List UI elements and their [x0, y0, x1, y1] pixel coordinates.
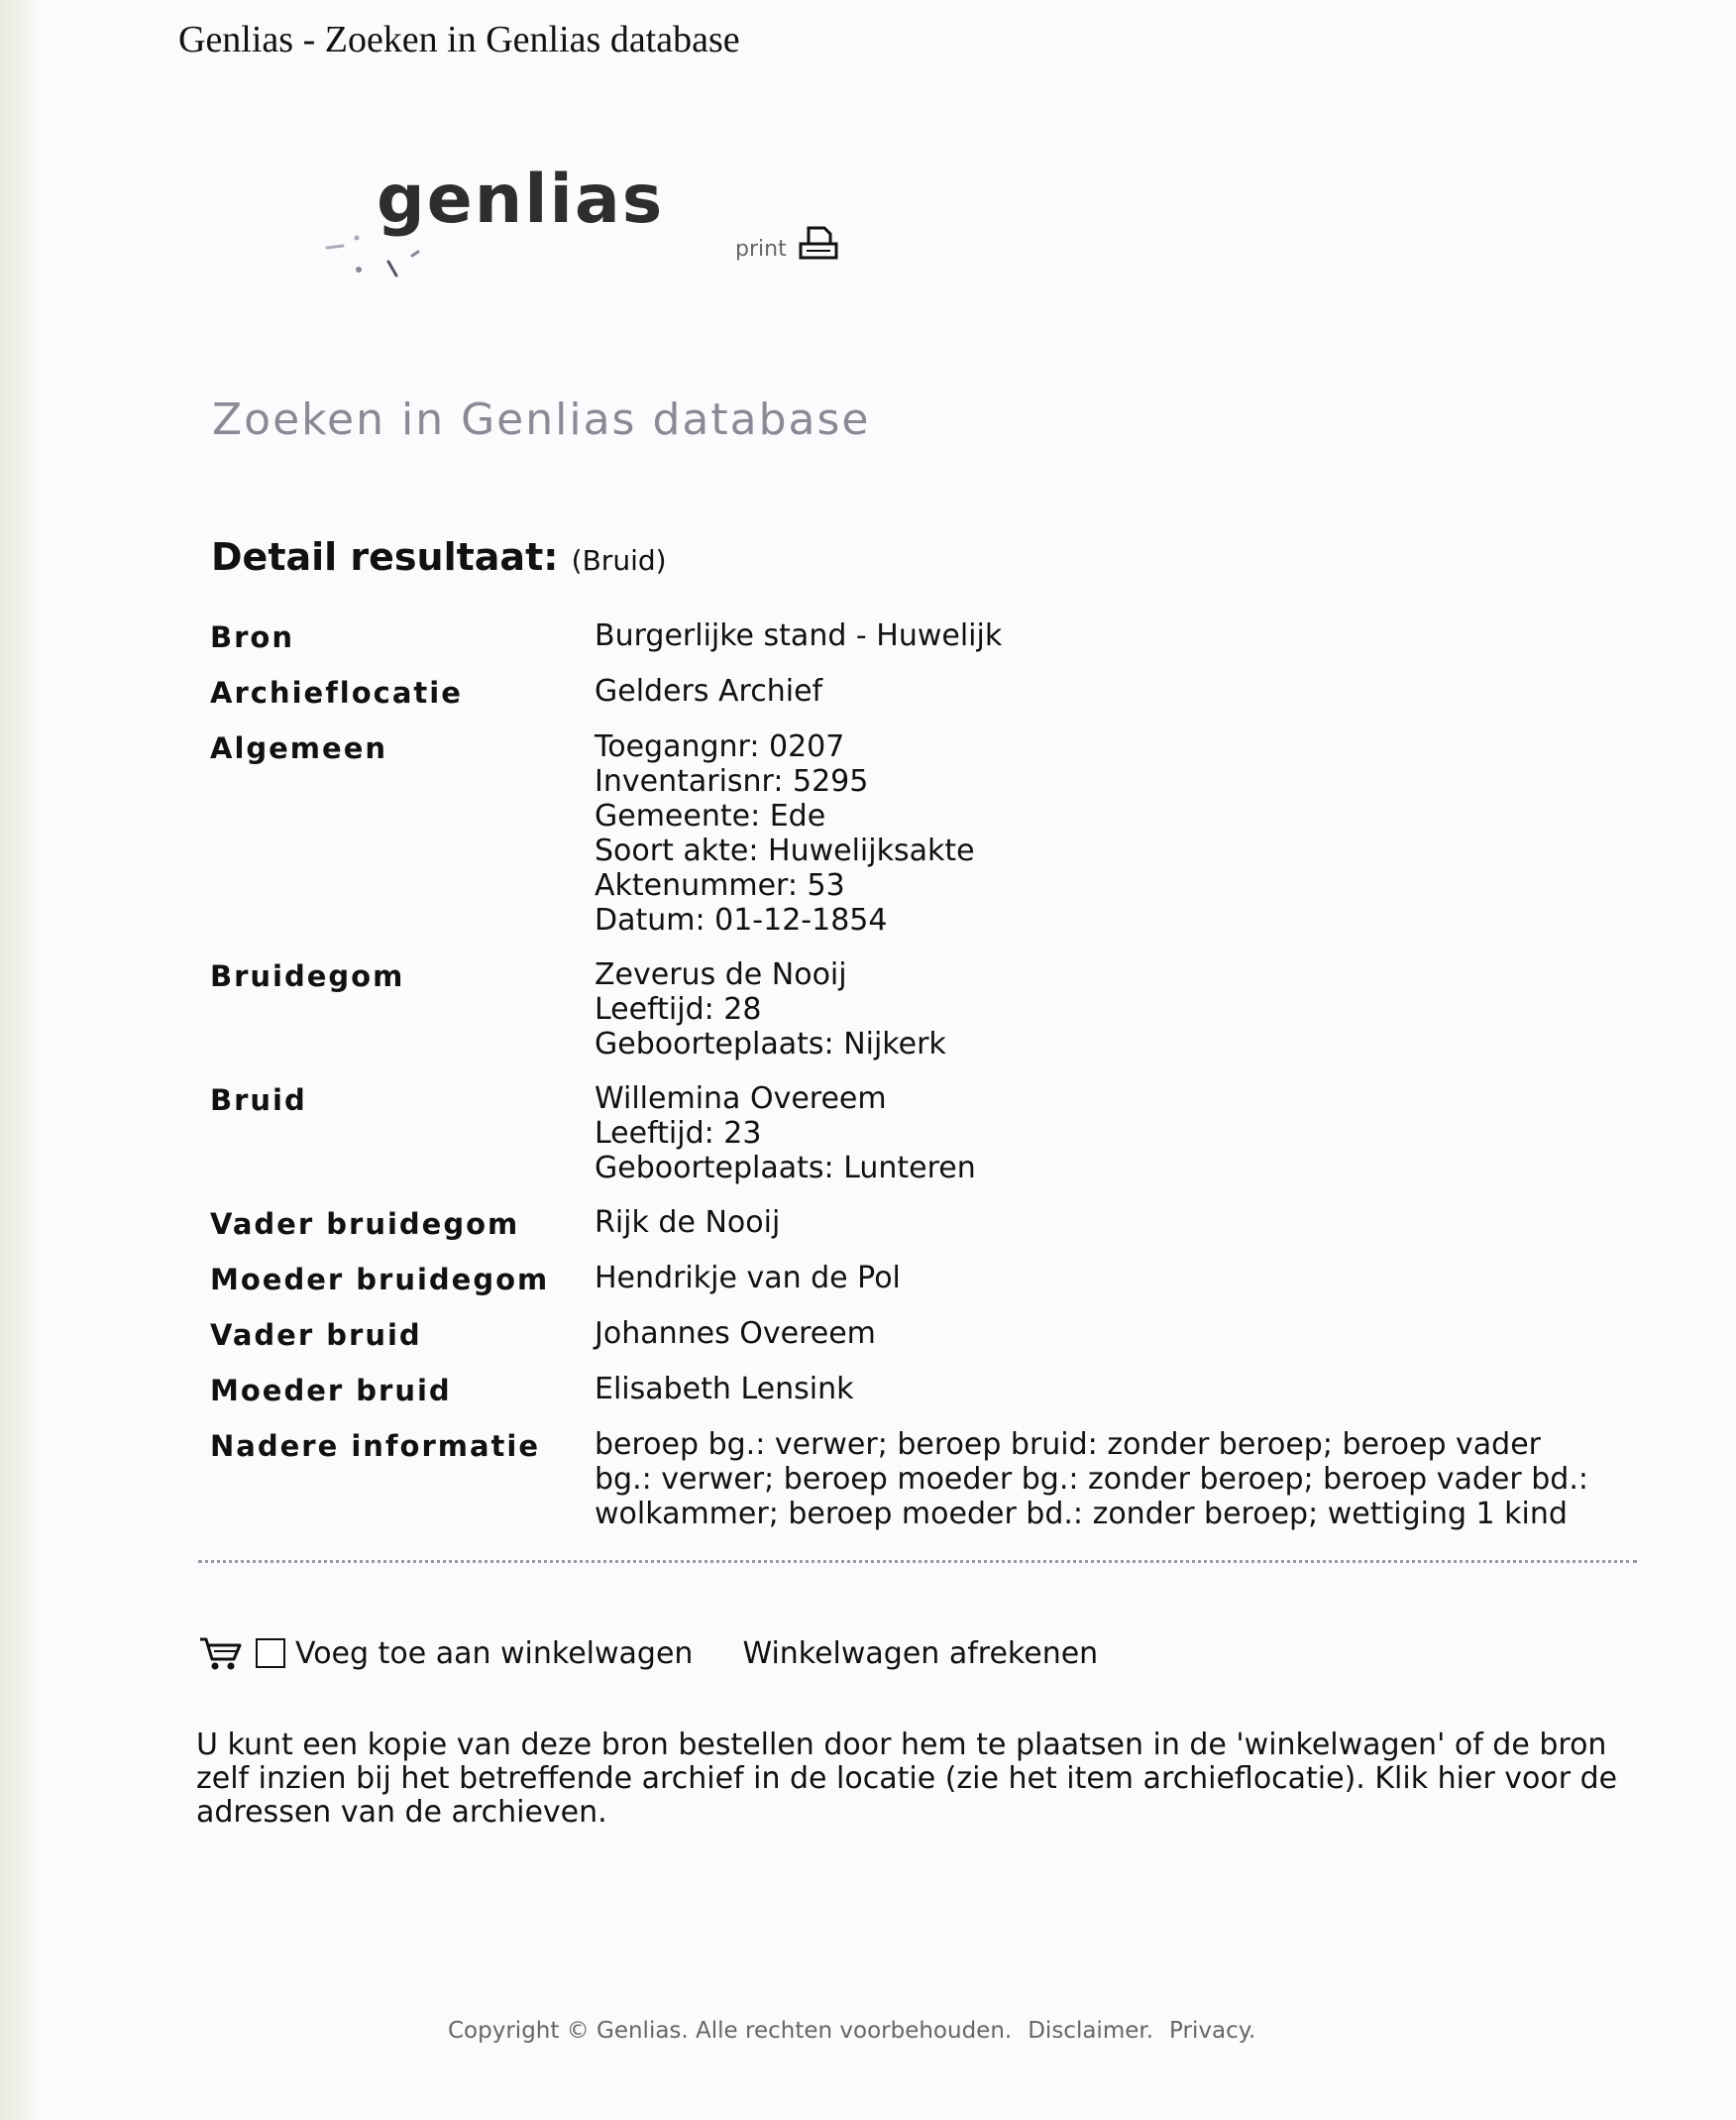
- row-label: Bron: [210, 620, 294, 654]
- row-label: Moeder bruid: [210, 1374, 452, 1407]
- row-bruid: [210, 1081, 1657, 1185]
- value-line: Zeverus de Nooij: [595, 957, 847, 992]
- copyright-text: Copyright © Genlias. Alle rechten voorbehouden.: [448, 2018, 1013, 2044]
- section-divider: [198, 1560, 1637, 1563]
- row-label: Bruidegom: [210, 959, 405, 993]
- row-label: Bruid: [210, 1083, 307, 1117]
- row-archieflocatie: [210, 674, 1657, 710]
- add-to-cart-label[interactable]: Voeg toe aan winkelwagen: [295, 1635, 694, 1671]
- value-line: Aktenummer: 53: [595, 868, 845, 903]
- value-line: Hendrikje van de Pol: [595, 1261, 901, 1295]
- value-line: Johannes Overeem: [595, 1316, 876, 1351]
- value-line: Burgerlijke stand - Huwelijk: [595, 618, 1003, 653]
- value-line: Gelders Archief: [595, 674, 823, 709]
- row-value: [595, 1081, 976, 1185]
- detail-heading-label: Detail resultaat:: [211, 535, 559, 579]
- print-label: print: [735, 237, 787, 262]
- row-moeder-bruidegom: [210, 1261, 1657, 1296]
- row-bron: [210, 618, 1657, 654]
- value-line: Toegangnr: 0207: [595, 729, 845, 764]
- footer: [448, 2018, 1255, 2044]
- detail-subheading: (Bruid): [571, 544, 667, 577]
- value-line: wolkammer; beroep moeder bd.: zonder beroep; wettiging 1 kind: [595, 1497, 1568, 1531]
- row-value: [595, 618, 1002, 654]
- value-line: Elisabeth Lensink: [595, 1372, 854, 1406]
- value-line: Gemeente: Ede: [595, 799, 826, 834]
- row-value: [595, 1427, 1588, 1531]
- row-label: Vader bruidegom: [210, 1207, 520, 1241]
- page-title: Zoeken in Genlias database: [212, 394, 871, 445]
- row-label: Moeder bruidegom: [210, 1263, 550, 1296]
- row-moeder-bruid: [210, 1372, 1657, 1407]
- value-line: Leeftijd: 28: [595, 992, 762, 1027]
- detail-table: [210, 618, 1657, 1551]
- printer-icon: [797, 224, 840, 262]
- detail-heading: [211, 535, 667, 579]
- cart-row: [198, 1633, 1098, 1673]
- value-line: bg.: verwer; beroep moeder bg.: zonder beroep; beroep vader bd.:: [595, 1462, 1588, 1497]
- row-value: [595, 1261, 901, 1296]
- value-line: Geboorteplaats: Lunteren: [595, 1151, 976, 1185]
- add-to-cart-checkbox[interactable]: [256, 1638, 285, 1668]
- shopping-cart-icon[interactable]: [198, 1633, 244, 1673]
- genlias-logo[interactable]: genlias: [377, 161, 665, 239]
- scan-edge: [0, 0, 40, 2120]
- value-line: Leeftijd: 23: [595, 1116, 762, 1151]
- value-line: Rijk de Nooij: [595, 1205, 781, 1240]
- value-line: Geboorteplaats: Nijkerk: [595, 1027, 946, 1061]
- info-text: U kunt een kopie van deze bron bestellen door hem te plaatsen in de 'winkelwagen' of de bron zelf inzien bij het betreffende archief in de locatie (zie het item archieflocatie). Klik hier voor de adressen van de archieven.: [196, 1728, 1618, 1830]
- row-label: Archieflocatie: [210, 676, 463, 710]
- row-label: Algemeen: [210, 731, 388, 765]
- value-line: Inventarisnr: 5295: [595, 764, 869, 799]
- row-value: [595, 1205, 780, 1241]
- disclaimer-link[interactable]: Disclaimer.: [1028, 2018, 1154, 2044]
- value-line: Datum: 01-12-1854: [595, 903, 888, 938]
- row-label: Vader bruid: [210, 1318, 422, 1352]
- value-line: Soort akte: Huwelijksakte: [595, 834, 975, 868]
- row-label: Nadere informatie: [210, 1429, 541, 1463]
- value-line: Willemina Overeem: [595, 1081, 887, 1116]
- row-vader-bruid: [210, 1316, 1657, 1352]
- row-value: [595, 674, 822, 710]
- row-value: [595, 729, 975, 938]
- row-value: [595, 1372, 853, 1407]
- logo-spark-icon: [317, 226, 436, 285]
- value-line: beroep bg.: verwer; beroep bruid: zonder beroep; beroep vader: [595, 1427, 1542, 1462]
- row-algemeen: [210, 729, 1657, 938]
- row-nadere-informatie: [210, 1427, 1657, 1531]
- row-bruidegom: [210, 957, 1657, 1061]
- privacy-link[interactable]: Privacy.: [1169, 2018, 1256, 2044]
- print-header: Genlias - Zoeken in Genlias database: [178, 19, 740, 60]
- print-button[interactable]: [735, 224, 840, 262]
- row-vader-bruidegom: [210, 1205, 1657, 1241]
- checkout-cart-link[interactable]: Winkelwagen afrekenen: [742, 1635, 1099, 1671]
- row-value: [595, 1316, 876, 1352]
- row-value: [595, 957, 946, 1061]
